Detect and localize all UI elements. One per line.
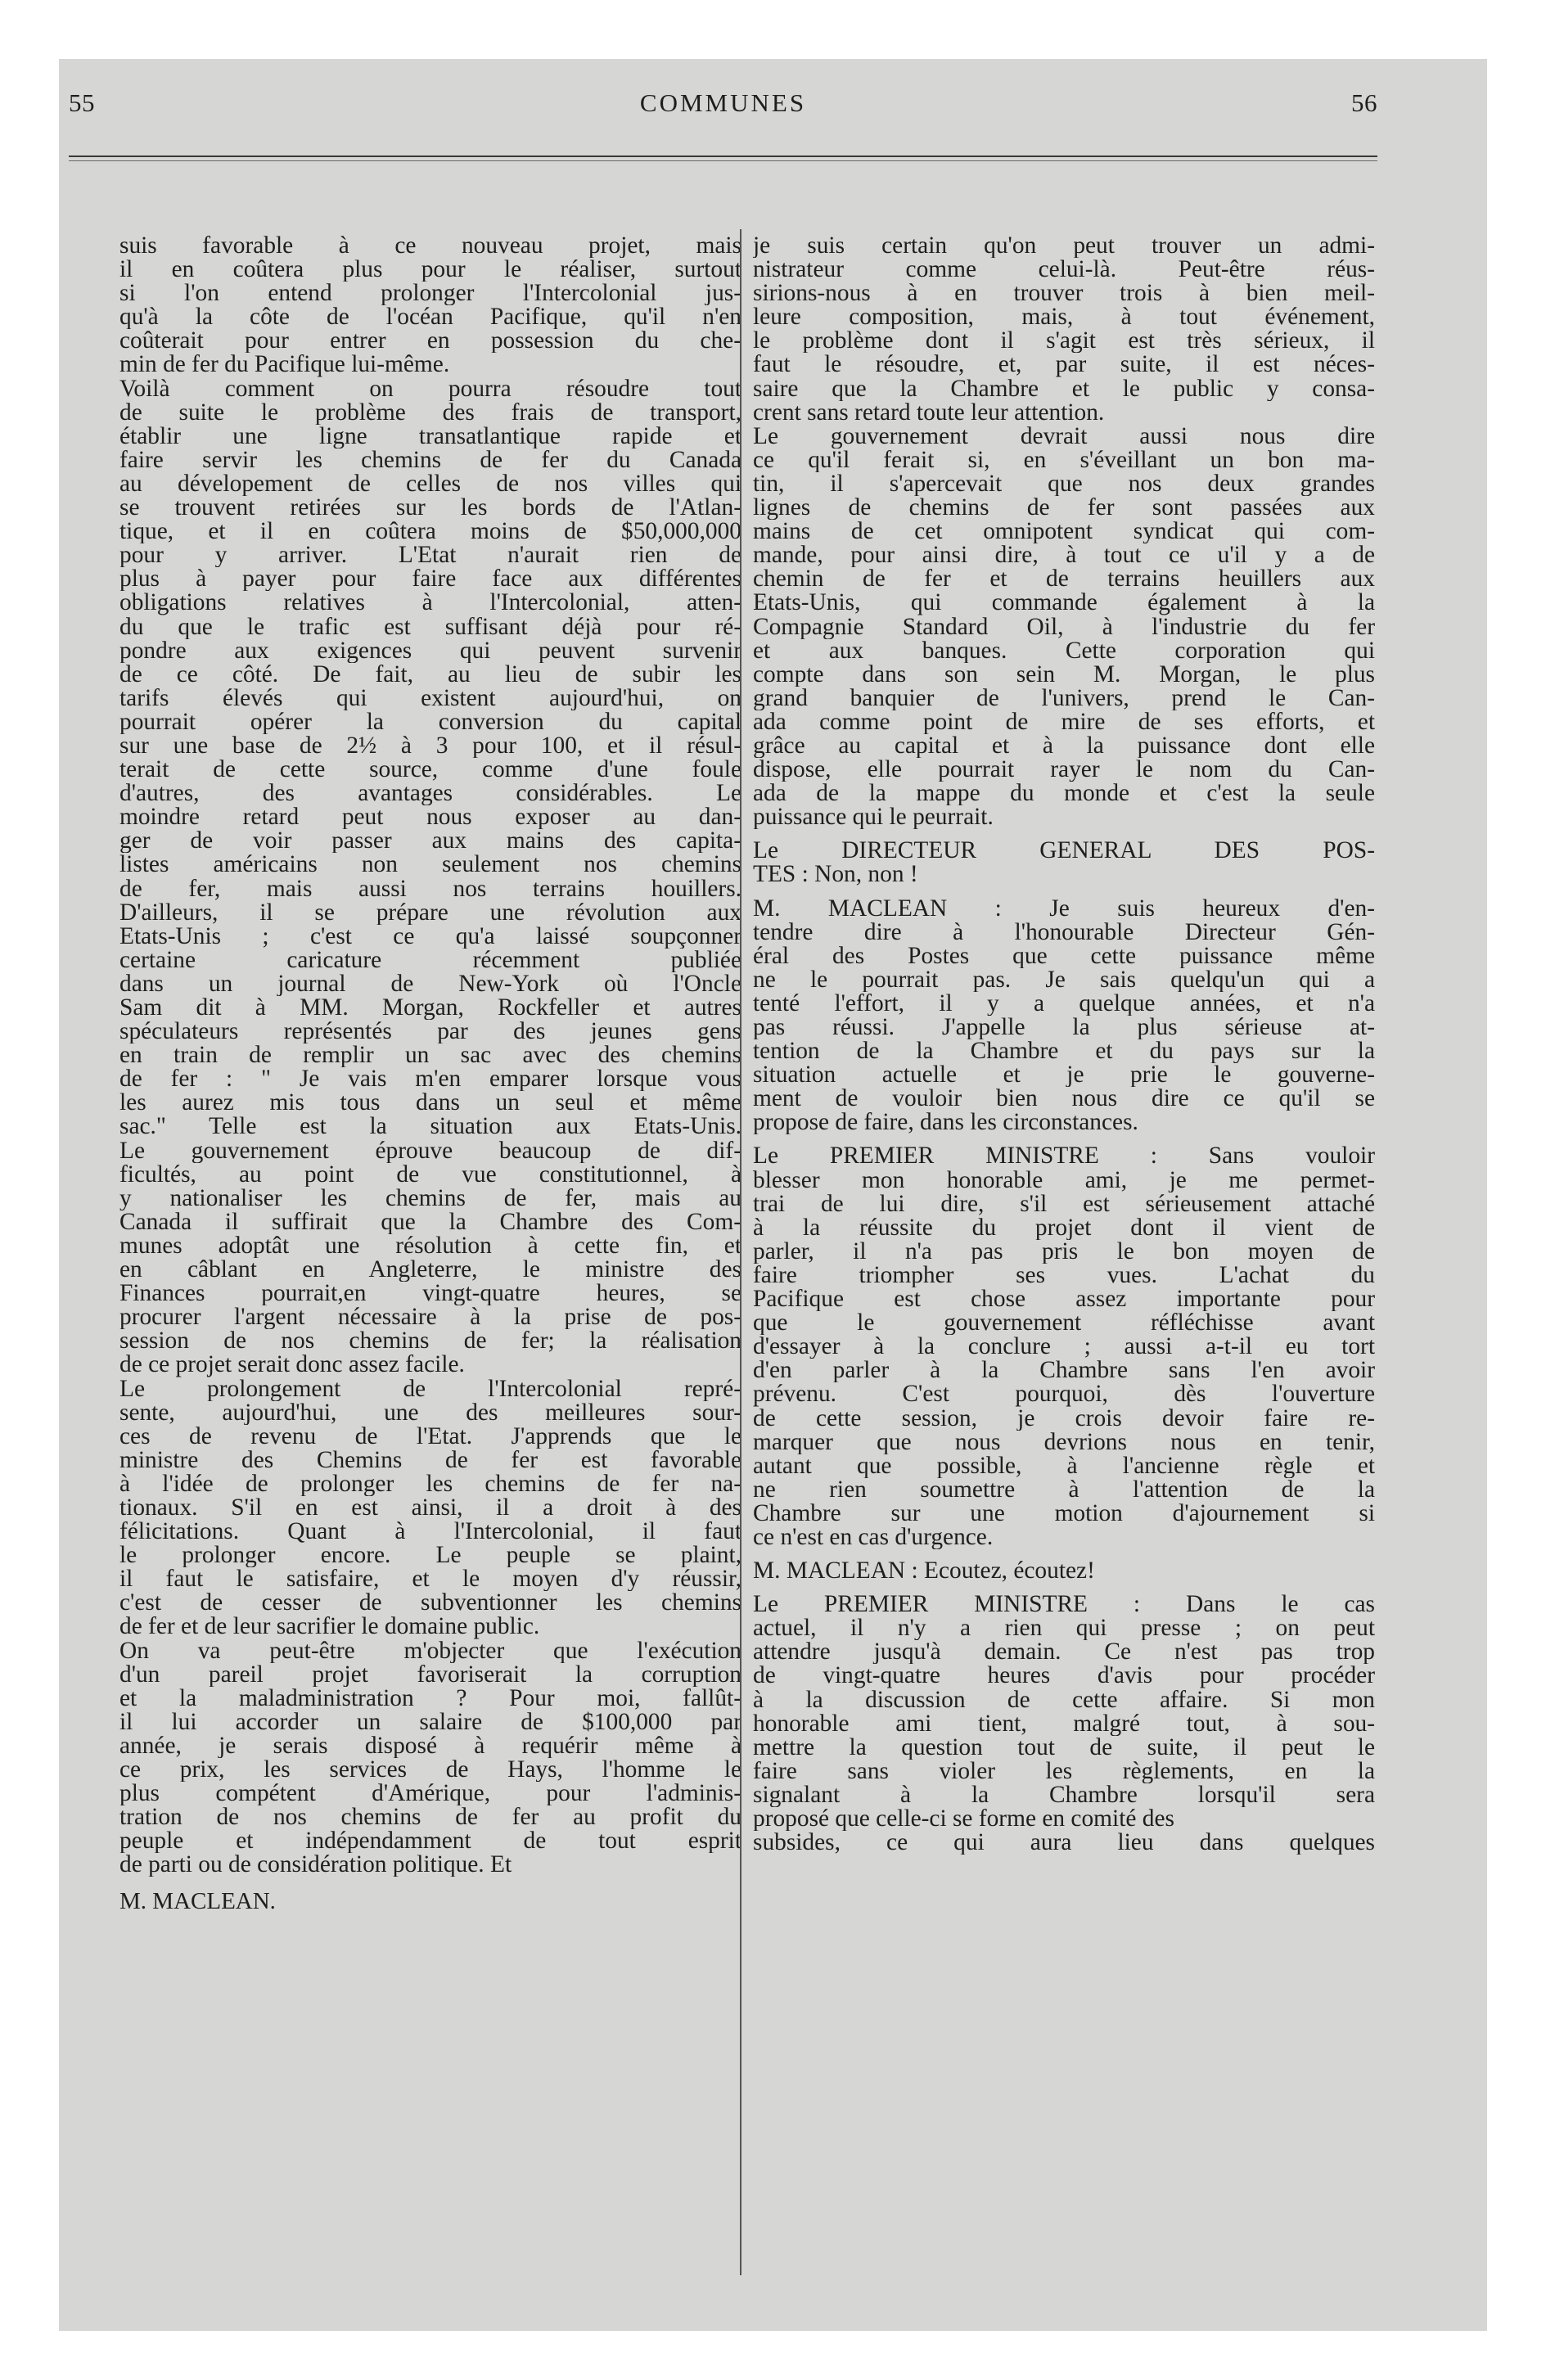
text-line: honorable ami tient, malgré tout, à sou- (753, 1711, 1375, 1736)
right-column (753, 234, 1375, 1855)
text-line: ne rien soumettre à l'attention de la (753, 1477, 1375, 1502)
text-line: faire triompher ses vues. L'achat du (753, 1263, 1375, 1288)
text-line: en câblant en Angleterre, le ministre des (119, 1258, 741, 1282)
text-line: que le gouvernement réfléchisse avant (753, 1311, 1375, 1336)
text-line: ce prix, les services de Hays, l'homme le (119, 1758, 741, 1783)
text-line: je suis certain qu'on peut trouver un admi- (753, 234, 1375, 259)
text-line: Chambre sur une motion d'ajournement si (753, 1501, 1375, 1526)
text-line: terait de cette source, comme d'une foule (119, 758, 741, 782)
text-line: blesser mon honorable ami, je me permet- (753, 1168, 1375, 1192)
text-line: c'est de cesser de subventionner les chemins (119, 1591, 741, 1616)
text-line: munes adoptât une résolution à cette fin, et (119, 1233, 741, 1259)
header-rule-thin (69, 160, 1377, 161)
text-line: le problème dont il s'agit est très sérieux, il (753, 329, 1375, 354)
text-line: établir une ligne transatlantique rapide et (119, 424, 741, 449)
text-line: ce n'est en cas d'urgence. (753, 1525, 994, 1550)
text-line: de fer, mais aussi nos terrains houillers. (119, 877, 741, 901)
text-line: signalant à la Chambre lorsqu'il sera (753, 1783, 1375, 1807)
text-line: suis favorable à ce nouveau projet, mais (119, 234, 741, 259)
text-line: prévenu. C'est pourquoi, dès l'ouverture (753, 1382, 1375, 1407)
left-column (119, 234, 741, 1877)
text-line: d'en parler à la Chambre sans l'en avoir (753, 1359, 1375, 1383)
text-line: en train de remplir un sac avec des chemins (119, 1044, 741, 1068)
text-line: au dévelopement de celles de nos villes qui (119, 471, 741, 497)
text-line: tenté l'effort, il y a quelque années, et n'a (753, 991, 1375, 1016)
text-line: D'ailleurs, il se prépare une révolution aux (119, 900, 741, 925)
text-line: compte dans son sein M. Morgan, le plus (753, 662, 1375, 687)
text-line: saire que la Chambre et le public y consa- (753, 376, 1375, 401)
text-line: Voilà comment on pourra résoudre tout (119, 376, 741, 401)
text-line: sirions-nous à en trouver trois à bien meil- (753, 282, 1375, 306)
text-line: de parti ou de considération politique. Et (119, 1853, 512, 1877)
text-line: nistrateur comme celui-là. Peut-être réus- (753, 258, 1375, 282)
text-line: Finances pourrait,en vingt-quatre heures, se (119, 1282, 741, 1306)
text-line: de ce projet serait donc assez facile. (119, 1353, 465, 1377)
text-line: chemin de fer et de terrains heuillers aux (753, 567, 1375, 592)
text-line: Le PREMIER MINISTRE : Dans le cas (753, 1593, 1375, 1617)
text-line: Etats-Unis ; c'est ce qu'a laissé soupçonner (119, 924, 741, 949)
text-line: félicitations. Quant à l'Intercolonial, il faut (119, 1520, 741, 1544)
right-page-number: 56 (1351, 88, 1377, 117)
text-line: leure composition, mais, à tout événement, (753, 305, 1375, 330)
text-line: sente, aujourd'hui, une des meilleures sour- (119, 1400, 741, 1425)
text-line: trai de lui dire, s'il est sérieusement attaché (753, 1192, 1375, 1216)
paragraph-gap (753, 829, 1375, 839)
text-line: Le PREMIER MINISTRE : Sans vouloir (753, 1144, 1375, 1169)
text-line: tration de nos chemins de fer au profit du (119, 1805, 741, 1830)
text-line: sur une base de 2½ à 3 pour 100, et il résul- (119, 733, 741, 759)
text-line: puissance qui le peurrait. (753, 805, 994, 830)
text-line: obligations relatives à l'Intercolonial, atten- (119, 591, 741, 615)
text-line: session de nos chemins de fer; la réalisation (119, 1329, 741, 1354)
text-line: dispose, elle pourrait rayer le nom du Can- (753, 758, 1375, 782)
text-line: plus compétent d'Amérique, pour l'adminis- (119, 1782, 741, 1806)
text-line: spéculateurs représentés par des jeunes gens (119, 1020, 741, 1044)
left-page-number: 55 (69, 88, 95, 117)
text-line: Le gouvernement éprouve beaucoup de dif- (119, 1138, 741, 1163)
text-line: à l'idée de prolonger les chemins de fer na- (119, 1472, 741, 1496)
text-line: coûterait pour entrer en possession du che- (119, 329, 741, 354)
text-line: d'autres, des avantages considérables. Le (119, 782, 741, 806)
text-line: sac." Telle est la situation aux Etats-Unis. (119, 1115, 741, 1139)
text-line: du que le trafic est suffisant déjà pour ré- (119, 615, 741, 639)
text-line: propose de faire, dans les circonstances. (753, 1111, 1138, 1135)
text-line: certaine caricature récemment publiée (119, 948, 741, 972)
text-line: à la discussion de cette affaire. Si mon (753, 1688, 1375, 1712)
page-header (69, 88, 1377, 137)
text-line: y nationaliser les chemins de fer, mais au (119, 1186, 741, 1210)
text-line: subsides, ce qui aura lieu dans quelques (753, 1831, 1375, 1855)
text-line: tarifs élevés qui existent aujourd'hui, on (119, 686, 741, 710)
text-line: de cette session, je crois devoir faire re- (753, 1406, 1375, 1431)
column-divider (740, 229, 741, 2275)
text-line: mande, pour ainsi dire, à tout ce u'il y a de (753, 543, 1375, 568)
text-line: il lui accorder un salaire de $100,000 par (119, 1710, 741, 1734)
text-line: ada comme point de mire de ses efforts, et (753, 710, 1375, 734)
text-line: parler, il n'a pas pris le bon moyen de (753, 1239, 1375, 1264)
running-title: COMMUNES (639, 88, 807, 117)
paragraph-gap (753, 887, 1375, 897)
text-line: de vingt-quatre heures d'avis pour procéder (753, 1664, 1375, 1688)
text-line: pourrait opérer la conversion du capital (119, 710, 741, 734)
text-line: ne le pourrait pas. Je sais quelqu'un qui a (753, 967, 1375, 992)
text-line: tionaux. S'il en est ainsi, il a droit à des (119, 1495, 741, 1521)
text-line: Le DIRECTEUR GENERAL DES POS- (753, 839, 1375, 863)
text-line: mettre la question tout de suite, il peut le (753, 1735, 1375, 1760)
text-line: pondre aux exigences qui peuvent survenir (119, 638, 741, 663)
text-line: plus à payer pour faire face aux différentes (119, 567, 741, 592)
text-line: autant que possible, à l'ancienne règle et (753, 1454, 1375, 1478)
text-line: actuel, il n'y a rien qui presse ; on peut (753, 1616, 1375, 1641)
text-line: ger de voir passer aux mains des capita- (119, 829, 741, 854)
text-line: grand banquier de l'univers, prend le Can- (753, 686, 1375, 710)
text-line: ce qu'il ferait si, en s'éveillant un bon ma- (753, 448, 1375, 472)
text-line: se trouvent retirées sur les bords de l'Atlan- (119, 496, 741, 521)
text-line: tique, et il en coûtera moins de $50,000,000 (119, 520, 741, 544)
text-line: ment de vouloir bien nous dire ce qu'il se (753, 1087, 1375, 1111)
text-line: On va peut-être m'objecter que l'exécution (119, 1639, 741, 1663)
text-line: et la maladministration ? Pour moi, fallût- (119, 1686, 741, 1711)
text-line: année, je serais disposé à requérir même à (119, 1733, 741, 1758)
text-line: Pacifique est chose assez importante pour (753, 1287, 1375, 1312)
text-line: de ce côté. De fait, au lieu de subir les (119, 662, 741, 687)
text-line: d'essayer à la conclure ; aussi a-t-il eu tort (753, 1335, 1375, 1359)
text-line: mains de cet omnipotent syndicat qui com- (753, 520, 1375, 544)
text-line: faire servir les chemins de fer du Canada (119, 448, 741, 472)
text-line: tendre dire à l'honourable Directeur Gén- (753, 920, 1375, 944)
text-line: Sam dit à MM. Morgan, Rockfeller et autres (119, 996, 741, 1021)
signature-line: M. MACLEAN. (119, 1888, 276, 1914)
text-line: ces de revenu de l'Etat. J'apprends que le (119, 1424, 741, 1449)
paragraph-gap (753, 1134, 1375, 1144)
text-line: Le prolongement de l'Intercolonial repré- (119, 1377, 741, 1401)
text-line: de fer : " Je vais m'en emparer lorsque vous (119, 1067, 741, 1092)
text-line: Compagnie Standard Oil, à l'industrie du fer (753, 615, 1375, 639)
text-line: le prolonger encore. Le peuple se plaint, (119, 1544, 741, 1568)
text-line: pour y arriver. L'Etat n'aurait rien de (119, 543, 741, 568)
text-line: il en coûtera plus pour le réaliser, surtout (119, 258, 741, 282)
text-line: pas réussi. J'appelle la plus sérieuse at- (753, 1016, 1375, 1040)
text-line: situation actuelle et je prie le gouverne- (753, 1063, 1375, 1088)
text-line: Etats-Unis, qui commande également à la (753, 591, 1375, 615)
text-line: tention de la Chambre et du pays sur la (753, 1039, 1375, 1064)
text-line: attendre jusqu'à demain. Ce n'est pas trop (753, 1640, 1375, 1665)
text-line: M. MACLEAN : Je suis heureux d'en- (753, 896, 1375, 921)
paragraph-gap (753, 1549, 1375, 1559)
text-line: les aurez mis tous dans un seul et même (119, 1091, 741, 1116)
text-line: listes américains non seulement nos chemins (119, 853, 741, 877)
text-line: éral des Postes que cette puissance même (753, 944, 1375, 968)
text-line: à la réussite du projet dont il vient de (753, 1215, 1375, 1240)
text-line: Le gouvernement devrait aussi nous dire (753, 424, 1375, 449)
text-line: moindre retard peut nous exposer au dan- (119, 805, 741, 830)
text-line: de fer et de leur sacrifier le domaine public. (119, 1615, 540, 1639)
text-line: M. MACLEAN : Ecoutez, écoutez! (753, 1559, 1095, 1584)
text-line: lignes de chemins de fer sont passées aux (753, 496, 1375, 521)
text-line: min de fer du Pacifique lui-même. (119, 353, 450, 377)
header-rule (69, 156, 1377, 157)
text-line: TES : Non, non ! (753, 863, 918, 887)
text-line: et aux banques. Cette corporation qui (753, 638, 1375, 663)
text-line: de suite le problème des frais de transport, (119, 400, 741, 425)
text-line: peuple et indépendamment de tout esprit (119, 1829, 741, 1854)
text-line: faire sans violer les règlements, en la (753, 1759, 1375, 1783)
text-line: grâce au capital et à la puissance dont elle (753, 733, 1375, 759)
text-line: ada de la mappe du monde et c'est la seule (753, 782, 1375, 806)
paragraph-gap (753, 1583, 1375, 1593)
text-line: dans un journal de New-York où l'Oncle (119, 971, 741, 996)
text-line: si l'on entend prolonger l'Intercolonial jus- (119, 282, 741, 306)
text-line: tin, il s'apercevait que nos deux grandes (753, 471, 1375, 497)
text-line: crent sans retard toute leur attention. (753, 400, 1105, 425)
text-line: faut le résoudre, et, par suite, il est néces- (753, 353, 1375, 377)
text-line: Canada il suffirait que la Chambre des Com- (119, 1210, 741, 1234)
text-line: il faut le satisfaire, et le moyen d'y réussir, (119, 1567, 741, 1592)
text-line: proposé que celle-ci se forme en comité des (753, 1807, 1174, 1832)
text-line: ficultés, au point de vue constitutionnel, à (119, 1162, 741, 1187)
text-line: ministre des Chemins de fer est favorable (119, 1448, 741, 1472)
text-line: procurer l'argent nécessaire à la prise de pos- (119, 1305, 741, 1330)
text-line: marquer que nous devrions nous en tenir, (753, 1430, 1375, 1454)
text-line: qu'à la côte de l'océan Pacifique, qu'il n'en (119, 305, 741, 330)
text-line: d'un pareil projet favoriserait la corruption (119, 1662, 741, 1687)
